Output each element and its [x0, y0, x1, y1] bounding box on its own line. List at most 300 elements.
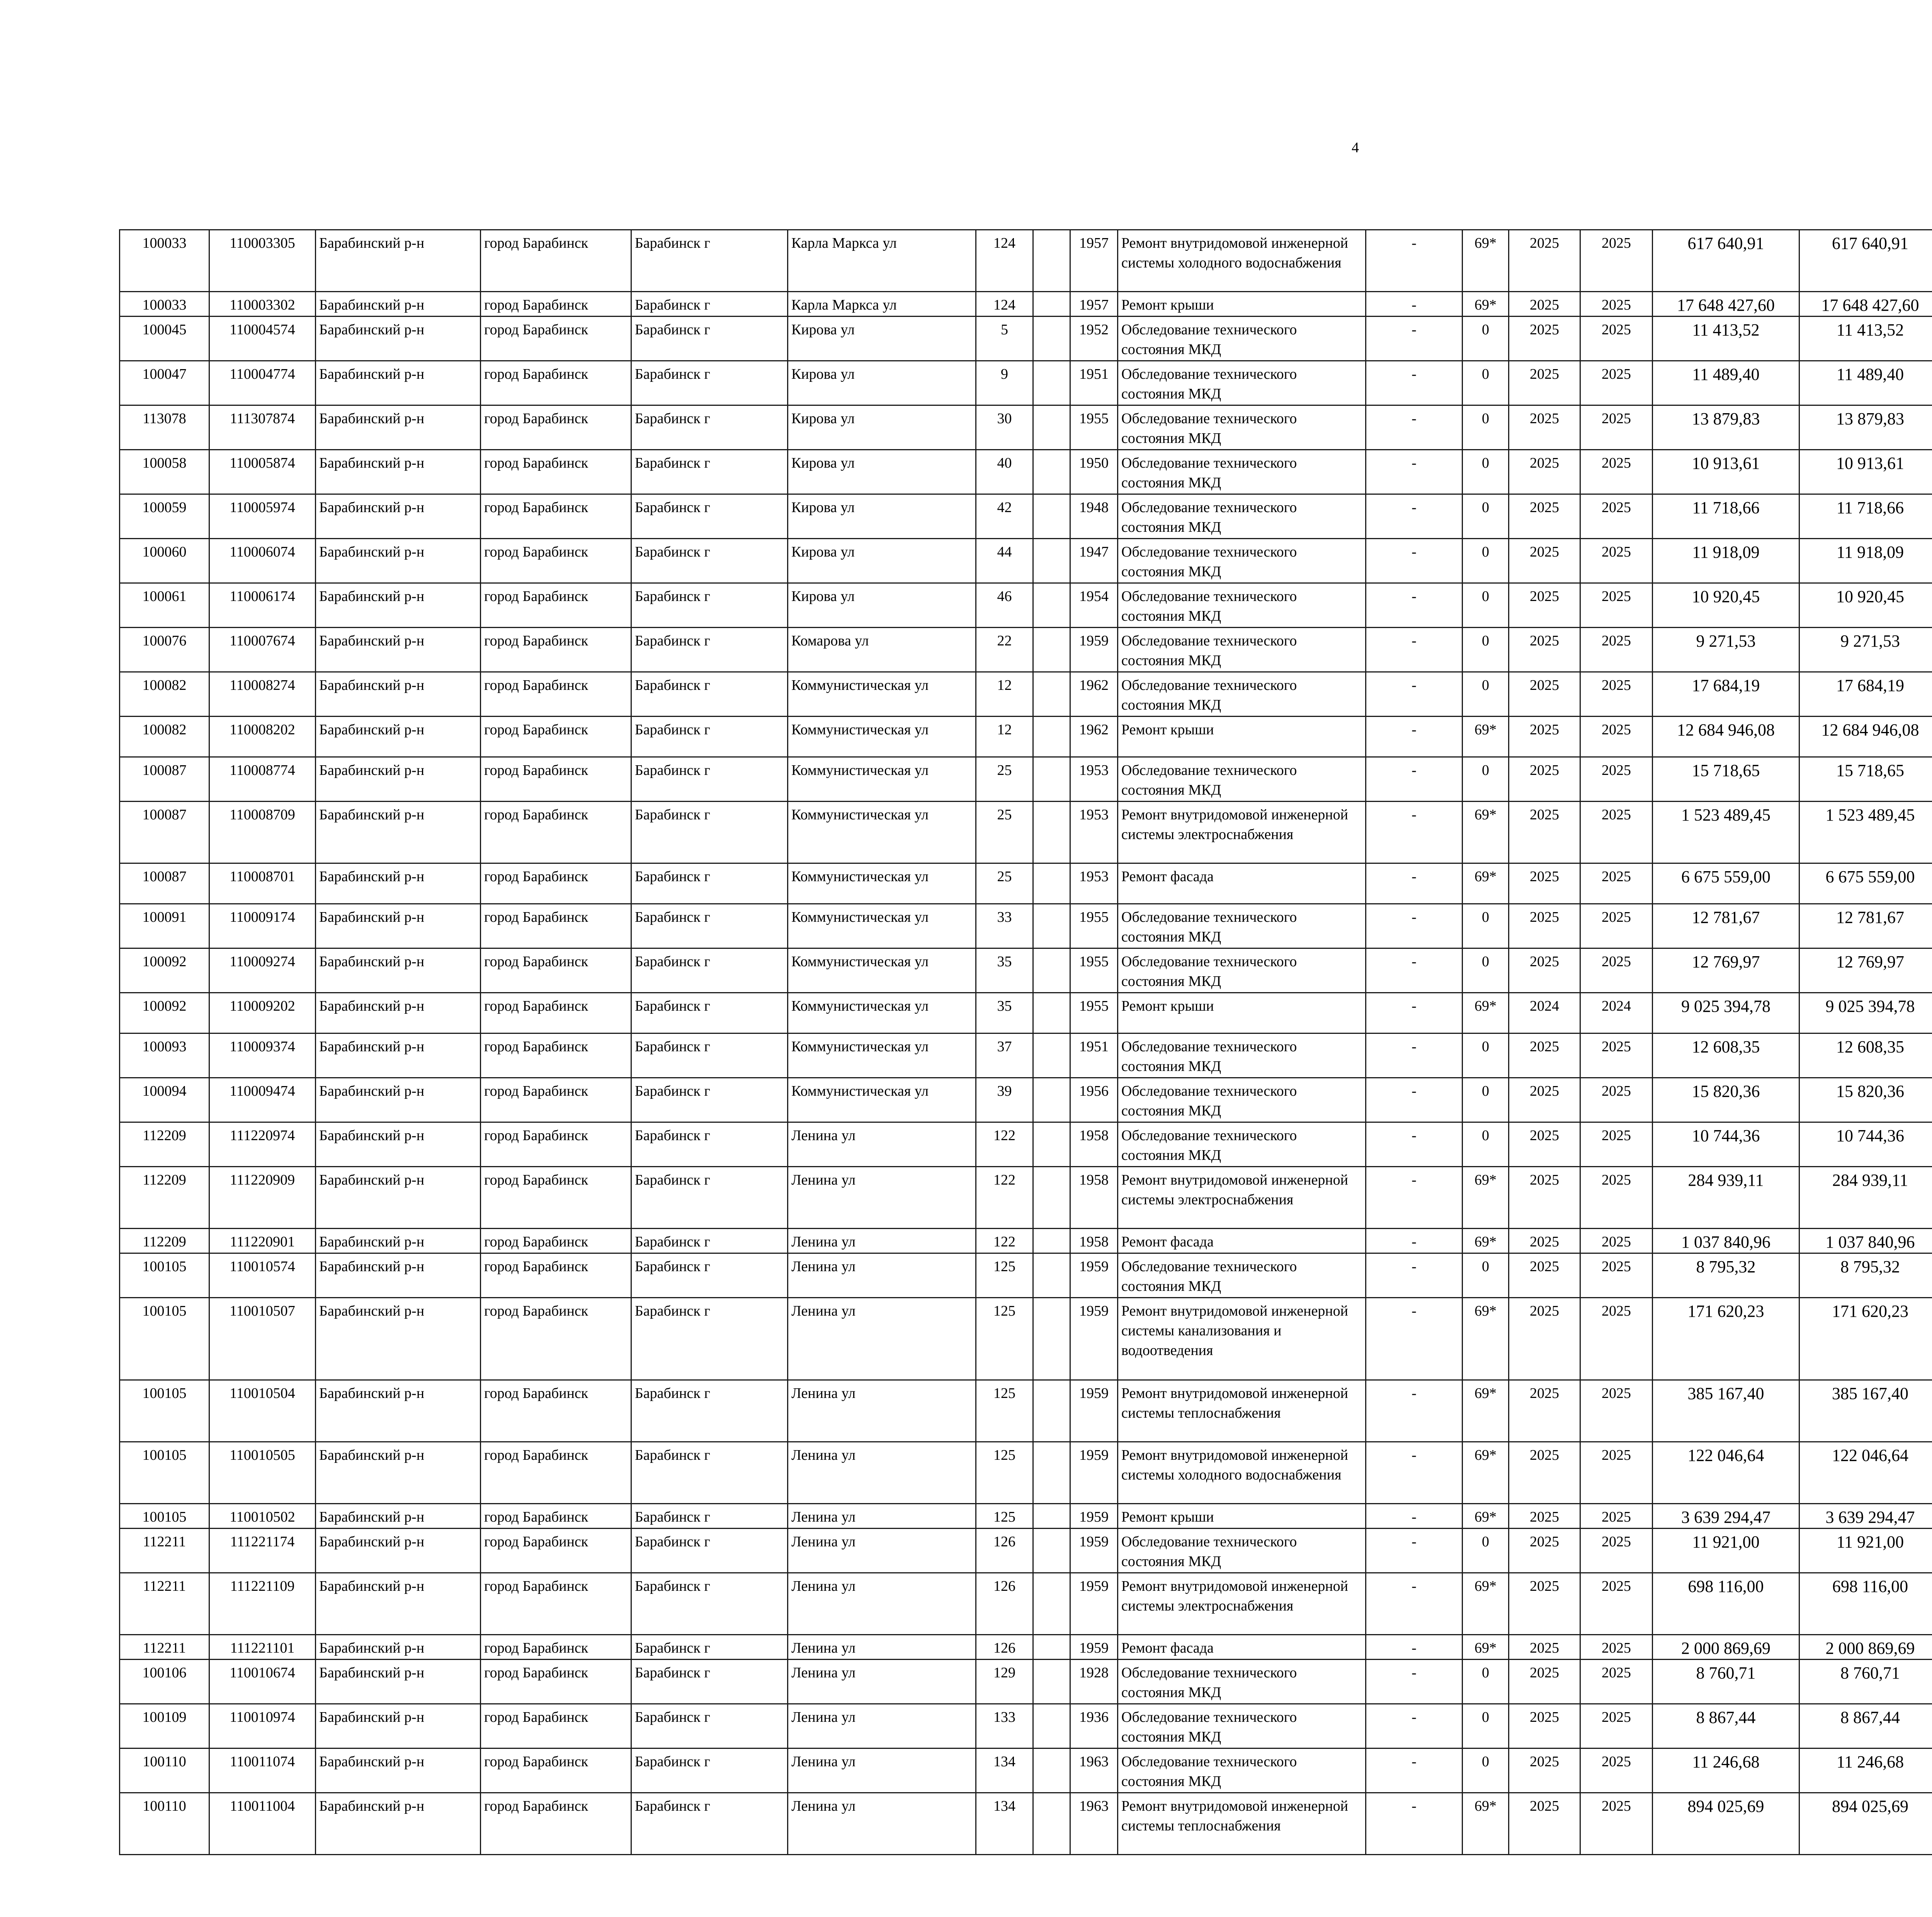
- cell-year-to: 2025: [1580, 1660, 1653, 1704]
- cell-year-from: 2025: [1509, 672, 1580, 717]
- cell-house-number: 30: [976, 405, 1033, 450]
- cell-district: Барабинский р-н: [316, 450, 481, 494]
- cell-year-to: 2025: [1580, 948, 1653, 993]
- cell-district: Барабинский р-н: [316, 539, 481, 583]
- table-row: [120, 1253, 1932, 1298]
- table-body: [120, 230, 1932, 1855]
- repair-program-table: [119, 229, 1932, 1855]
- table-row: [120, 1529, 1932, 1573]
- cell-district: Барабинский р-н: [316, 1380, 481, 1442]
- cell-house-number: 125: [976, 1442, 1033, 1504]
- cell-build-year: 1954: [1070, 583, 1118, 628]
- cell-build-year: 1950: [1070, 450, 1118, 494]
- cell-building: [1033, 757, 1070, 802]
- cell-work-type: Обследование технического состояния МКД: [1118, 361, 1366, 405]
- table-row: [120, 583, 1932, 628]
- cell-building: [1033, 904, 1070, 948]
- cell-house-id: 100106: [120, 1660, 209, 1704]
- cell-house-id: 100061: [120, 583, 209, 628]
- cell-total-cost: 9 025 394,78: [1653, 993, 1799, 1033]
- cell-settlement: Барабинск г: [631, 450, 788, 494]
- cell-building: [1033, 1442, 1070, 1504]
- cell-street: Кирова ул: [788, 450, 976, 494]
- cell-street: Ленина ул: [788, 1229, 976, 1253]
- cell-settlement: Барабинск г: [631, 1704, 788, 1748]
- cell-term: 0: [1463, 904, 1509, 948]
- cell-house-number: 129: [976, 1660, 1033, 1704]
- cell-house-number: 37: [976, 1033, 1033, 1078]
- cell-year-to: 2025: [1580, 1122, 1653, 1167]
- cell-street: Коммунистическая ул: [788, 904, 976, 948]
- cell-district: Барабинский р-н: [316, 317, 481, 361]
- cell-house-id: 100093: [120, 1033, 209, 1078]
- cell-building: [1033, 450, 1070, 494]
- cell-district: Барабинский р-н: [316, 292, 481, 317]
- cell-municipality: город Барабинск: [481, 292, 631, 317]
- cell-district: Барабинский р-н: [316, 717, 481, 757]
- cell-house-id: 100082: [120, 717, 209, 757]
- cell-municipality: город Барабинск: [481, 717, 631, 757]
- cell-building: [1033, 717, 1070, 757]
- cell-dash: -: [1366, 802, 1463, 863]
- cell-build-year: 1958: [1070, 1167, 1118, 1229]
- table-row: [120, 539, 1932, 583]
- cell-total-cost: 11 921,00: [1653, 1529, 1799, 1573]
- cell-house-number: 134: [976, 1748, 1033, 1793]
- cell-district: Барабинский р-н: [316, 1660, 481, 1704]
- cell-street: Коммунистическая ул: [788, 757, 976, 802]
- cell-building: [1033, 1033, 1070, 1078]
- cell-dash: -: [1366, 717, 1463, 757]
- cell-settlement: Барабинск г: [631, 1635, 788, 1660]
- cell-house-number: 35: [976, 948, 1033, 993]
- cell-work-type: Обследование технического состояния МКД: [1118, 1033, 1366, 1078]
- cell-building: [1033, 1748, 1070, 1793]
- cell-total-cost: 13 879,83: [1653, 405, 1799, 450]
- cell-house-id: 100105: [120, 1504, 209, 1529]
- cell-house-number: 39: [976, 1078, 1033, 1122]
- cell-settlement: Барабинск г: [631, 1748, 788, 1793]
- cell-term: 69*: [1463, 1635, 1509, 1660]
- cell-municipality: город Барабинск: [481, 361, 631, 405]
- cell-work-code: 111221109: [209, 1573, 316, 1635]
- cell-district: Барабинский р-н: [316, 1078, 481, 1122]
- cell-street: Ленина ул: [788, 1573, 976, 1635]
- cell-street: Ленина ул: [788, 1704, 976, 1748]
- cell-building: [1033, 539, 1070, 583]
- cell-house-id: 100047: [120, 361, 209, 405]
- cell-build-year: 1951: [1070, 1033, 1118, 1078]
- cell-work-code: 110010507: [209, 1298, 316, 1380]
- table-row: [120, 1033, 1932, 1078]
- cell-house-number: 126: [976, 1573, 1033, 1635]
- cell-municipality: город Барабинск: [481, 1748, 631, 1793]
- cell-work-code: 110005874: [209, 450, 316, 494]
- cell-fund-cost: 3 639 294,47: [1799, 1504, 1932, 1529]
- cell-house-number: 122: [976, 1229, 1033, 1253]
- cell-year-from: 2025: [1509, 317, 1580, 361]
- cell-work-type: Ремонт крыши: [1118, 1504, 1366, 1529]
- cell-total-cost: 385 167,40: [1653, 1380, 1799, 1442]
- cell-municipality: город Барабинск: [481, 230, 631, 292]
- cell-work-code: 110008274: [209, 672, 316, 717]
- cell-year-from: 2025: [1509, 1529, 1580, 1573]
- cell-work-type: Обследование технического состояния МКД: [1118, 450, 1366, 494]
- cell-street: Ленина ул: [788, 1442, 976, 1504]
- cell-street: Ленина ул: [788, 1529, 976, 1573]
- cell-total-cost: 11 246,68: [1653, 1748, 1799, 1793]
- cell-total-cost: 17 648 427,60: [1653, 292, 1799, 317]
- cell-year-to: 2025: [1580, 583, 1653, 628]
- cell-year-to: 2025: [1580, 757, 1653, 802]
- cell-year-from: 2025: [1509, 717, 1580, 757]
- cell-municipality: город Барабинск: [481, 405, 631, 450]
- cell-house-number: 125: [976, 1380, 1033, 1442]
- cell-building: [1033, 628, 1070, 672]
- cell-term: 0: [1463, 1122, 1509, 1167]
- cell-total-cost: 17 684,19: [1653, 672, 1799, 717]
- cell-term: 0: [1463, 405, 1509, 450]
- cell-total-cost: 1 523 489,45: [1653, 802, 1799, 863]
- cell-municipality: город Барабинск: [481, 1442, 631, 1504]
- cell-street: Коммунистическая ул: [788, 1078, 976, 1122]
- cell-term: 0: [1463, 494, 1509, 539]
- cell-year-to: 2025: [1580, 1748, 1653, 1793]
- cell-municipality: город Барабинск: [481, 672, 631, 717]
- cell-municipality: город Барабинск: [481, 1167, 631, 1229]
- cell-settlement: Барабинск г: [631, 1253, 788, 1298]
- cell-settlement: Барабинск г: [631, 1660, 788, 1704]
- table-row: [120, 672, 1932, 717]
- cell-house-id: 100105: [120, 1298, 209, 1380]
- cell-term: 0: [1463, 1704, 1509, 1748]
- cell-term: 69*: [1463, 1380, 1509, 1442]
- cell-build-year: 1957: [1070, 230, 1118, 292]
- cell-term: 0: [1463, 1253, 1509, 1298]
- table-row: [120, 904, 1932, 948]
- cell-term: 69*: [1463, 1298, 1509, 1380]
- cell-build-year: 1951: [1070, 361, 1118, 405]
- cell-fund-cost: 9 271,53: [1799, 628, 1932, 672]
- cell-work-code: 110010674: [209, 1660, 316, 1704]
- table-row: [120, 948, 1932, 993]
- cell-work-code: 110010574: [209, 1253, 316, 1298]
- cell-street: Ленина ул: [788, 1298, 976, 1380]
- cell-house-number: 124: [976, 230, 1033, 292]
- table-row: [120, 230, 1932, 292]
- cell-year-to: 2025: [1580, 1380, 1653, 1442]
- cell-fund-cost: 8 760,71: [1799, 1660, 1932, 1704]
- cell-district: Барабинский р-н: [316, 1704, 481, 1748]
- cell-house-id: 100059: [120, 494, 209, 539]
- cell-municipality: город Барабинск: [481, 1253, 631, 1298]
- cell-district: Барабинский р-н: [316, 1122, 481, 1167]
- cell-work-code: 110006074: [209, 539, 316, 583]
- cell-building: [1033, 863, 1070, 904]
- cell-total-cost: 12 608,35: [1653, 1033, 1799, 1078]
- cell-house-number: 125: [976, 1253, 1033, 1298]
- cell-house-number: 9: [976, 361, 1033, 405]
- cell-settlement: Барабинск г: [631, 292, 788, 317]
- cell-work-code: 110008709: [209, 802, 316, 863]
- cell-build-year: 1958: [1070, 1122, 1118, 1167]
- cell-year-to: 2025: [1580, 863, 1653, 904]
- cell-settlement: Барабинск г: [631, 1504, 788, 1529]
- cell-fund-cost: 894 025,69: [1799, 1793, 1932, 1855]
- cell-dash: -: [1366, 1380, 1463, 1442]
- cell-total-cost: 12 781,67: [1653, 904, 1799, 948]
- cell-work-type: Ремонт внутридомовой инженерной системы теплоснабжения: [1118, 1793, 1366, 1855]
- cell-building: [1033, 1529, 1070, 1573]
- cell-total-cost: 10 920,45: [1653, 583, 1799, 628]
- cell-settlement: Барабинск г: [631, 1442, 788, 1504]
- cell-district: Барабинский р-н: [316, 1033, 481, 1078]
- cell-total-cost: 698 116,00: [1653, 1573, 1799, 1635]
- cell-district: Барабинский р-н: [316, 405, 481, 450]
- cell-house-number: 12: [976, 672, 1033, 717]
- cell-fund-cost: 10 920,45: [1799, 583, 1932, 628]
- cell-year-to: 2025: [1580, 1229, 1653, 1253]
- cell-dash: -: [1366, 1504, 1463, 1529]
- cell-settlement: Барабинск г: [631, 230, 788, 292]
- cell-district: Барабинский р-н: [316, 583, 481, 628]
- cell-term: 69*: [1463, 1504, 1509, 1529]
- cell-building: [1033, 802, 1070, 863]
- cell-year-to: 2025: [1580, 1793, 1653, 1855]
- cell-year-from: 2025: [1509, 361, 1580, 405]
- cell-settlement: Барабинск г: [631, 1229, 788, 1253]
- cell-house-number: 133: [976, 1704, 1033, 1748]
- cell-work-type: Обследование технического состояния МКД: [1118, 494, 1366, 539]
- cell-year-to: 2025: [1580, 628, 1653, 672]
- cell-municipality: город Барабинск: [481, 993, 631, 1033]
- cell-settlement: Барабинск г: [631, 628, 788, 672]
- cell-building: [1033, 230, 1070, 292]
- cell-year-from: 2025: [1509, 1078, 1580, 1122]
- cell-house-id: 100094: [120, 1078, 209, 1122]
- cell-work-type: Ремонт внутридомовой инженерной системы холодного водоснабжения: [1118, 1442, 1366, 1504]
- cell-settlement: Барабинск г: [631, 1122, 788, 1167]
- cell-building: [1033, 292, 1070, 317]
- cell-house-number: 46: [976, 583, 1033, 628]
- cell-house-number: 124: [976, 292, 1033, 317]
- cell-fund-cost: 11 718,66: [1799, 494, 1932, 539]
- cell-district: Барабинский р-н: [316, 1793, 481, 1855]
- cell-settlement: Барабинск г: [631, 1573, 788, 1635]
- cell-work-code: 110007674: [209, 628, 316, 672]
- cell-dash: -: [1366, 1253, 1463, 1298]
- cell-year-to: 2025: [1580, 292, 1653, 317]
- cell-year-from: 2025: [1509, 1660, 1580, 1704]
- cell-year-from: 2025: [1509, 583, 1580, 628]
- cell-building: [1033, 361, 1070, 405]
- cell-term: 69*: [1463, 802, 1509, 863]
- table-row: [120, 450, 1932, 494]
- cell-year-from: 2025: [1509, 1122, 1580, 1167]
- cell-work-type: Обследование технического состояния МКД: [1118, 1748, 1366, 1793]
- cell-house-number: 44: [976, 539, 1033, 583]
- cell-total-cost: 894 025,69: [1653, 1793, 1799, 1855]
- cell-total-cost: 122 046,64: [1653, 1442, 1799, 1504]
- cell-total-cost: 171 620,23: [1653, 1298, 1799, 1380]
- cell-dash: -: [1366, 494, 1463, 539]
- cell-year-from: 2025: [1509, 292, 1580, 317]
- cell-dash: -: [1366, 230, 1463, 292]
- cell-total-cost: 15 820,36: [1653, 1078, 1799, 1122]
- cell-dash: -: [1366, 292, 1463, 317]
- cell-term: 69*: [1463, 1442, 1509, 1504]
- cell-building: [1033, 1793, 1070, 1855]
- cell-total-cost: 11 489,40: [1653, 361, 1799, 405]
- cell-build-year: 1963: [1070, 1793, 1118, 1855]
- cell-year-from: 2025: [1509, 863, 1580, 904]
- cell-total-cost: 10 744,36: [1653, 1122, 1799, 1167]
- cell-year-to: 2025: [1580, 1167, 1653, 1229]
- table-row: [120, 494, 1932, 539]
- cell-building: [1033, 1078, 1070, 1122]
- cell-build-year: 1928: [1070, 1660, 1118, 1704]
- cell-settlement: Барабинск г: [631, 757, 788, 802]
- table-row: [120, 292, 1932, 317]
- cell-work-type: Ремонт крыши: [1118, 993, 1366, 1033]
- cell-fund-cost: 12 684 946,08: [1799, 717, 1932, 757]
- cell-build-year: 1955: [1070, 993, 1118, 1033]
- cell-work-type: Обследование технического состояния МКД: [1118, 539, 1366, 583]
- cell-house-id: 112209: [120, 1229, 209, 1253]
- cell-year-to: 2025: [1580, 230, 1653, 292]
- cell-street: Ленина ул: [788, 1504, 976, 1529]
- cell-work-code: 110003302: [209, 292, 316, 317]
- table-row: [120, 361, 1932, 405]
- cell-work-type: Обследование технического состояния МКД: [1118, 317, 1366, 361]
- cell-year-to: 2025: [1580, 405, 1653, 450]
- cell-settlement: Барабинск г: [631, 583, 788, 628]
- cell-fund-cost: 617 640,91: [1799, 230, 1932, 292]
- cell-fund-cost: 12 608,35: [1799, 1033, 1932, 1078]
- cell-house-number: 25: [976, 802, 1033, 863]
- table-row: [120, 1704, 1932, 1748]
- cell-municipality: город Барабинск: [481, 1573, 631, 1635]
- cell-municipality: город Барабинск: [481, 539, 631, 583]
- cell-fund-cost: 17 684,19: [1799, 672, 1932, 717]
- cell-work-type: Ремонт внутридомовой инженерной системы канализования и водоотведения: [1118, 1298, 1366, 1380]
- cell-term: 69*: [1463, 863, 1509, 904]
- cell-work-code: 110011074: [209, 1748, 316, 1793]
- cell-house-id: 112209: [120, 1167, 209, 1229]
- cell-build-year: 1959: [1070, 1380, 1118, 1442]
- cell-term: 69*: [1463, 1573, 1509, 1635]
- cell-work-type: Обследование технического состояния МКД: [1118, 757, 1366, 802]
- cell-year-from: 2025: [1509, 1793, 1580, 1855]
- cell-building: [1033, 672, 1070, 717]
- cell-street: Ленина ул: [788, 1253, 976, 1298]
- cell-fund-cost: 11 918,09: [1799, 539, 1932, 583]
- cell-district: Барабинский р-н: [316, 672, 481, 717]
- cell-street: Коммунистическая ул: [788, 672, 976, 717]
- cell-house-id: 100105: [120, 1380, 209, 1442]
- cell-house-id: 100110: [120, 1793, 209, 1855]
- cell-settlement: Барабинск г: [631, 1793, 788, 1855]
- cell-total-cost: 12 769,97: [1653, 948, 1799, 993]
- cell-work-code: 111220974: [209, 1122, 316, 1167]
- cell-total-cost: 12 684 946,08: [1653, 717, 1799, 757]
- cell-building: [1033, 494, 1070, 539]
- cell-work-type: Обследование технического состояния МКД: [1118, 1529, 1366, 1573]
- cell-work-type: Ремонт внутридомовой инженерной системы холодного водоснабжения: [1118, 230, 1366, 292]
- cell-total-cost: 11 718,66: [1653, 494, 1799, 539]
- cell-work-type: Обследование технического состояния МКД: [1118, 904, 1366, 948]
- cell-term: 69*: [1463, 292, 1509, 317]
- cell-district: Барабинский р-н: [316, 757, 481, 802]
- cell-work-code: 110010502: [209, 1504, 316, 1529]
- cell-street: Карла Маркса ул: [788, 230, 976, 292]
- cell-house-id: 100092: [120, 948, 209, 993]
- table-row: [120, 757, 1932, 802]
- cell-building: [1033, 583, 1070, 628]
- cell-street: Ленина ул: [788, 1167, 976, 1229]
- cell-year-to: 2025: [1580, 672, 1653, 717]
- cell-dash: -: [1366, 1229, 1463, 1253]
- cell-street: Ленина ул: [788, 1380, 976, 1442]
- cell-work-code: 110008774: [209, 757, 316, 802]
- cell-build-year: 1959: [1070, 1298, 1118, 1380]
- cell-term: 69*: [1463, 717, 1509, 757]
- cell-dash: -: [1366, 1793, 1463, 1855]
- cell-dash: -: [1366, 948, 1463, 993]
- cell-settlement: Барабинск г: [631, 539, 788, 583]
- cell-work-type: Обследование технического состояния МКД: [1118, 1660, 1366, 1704]
- cell-district: Барабинский р-н: [316, 1167, 481, 1229]
- cell-district: Барабинский р-н: [316, 1229, 481, 1253]
- cell-settlement: Барабинск г: [631, 717, 788, 757]
- cell-house-number: 35: [976, 993, 1033, 1033]
- cell-building: [1033, 1229, 1070, 1253]
- cell-build-year: 1957: [1070, 292, 1118, 317]
- cell-year-from: 2025: [1509, 494, 1580, 539]
- cell-house-number: 125: [976, 1504, 1033, 1529]
- cell-building: [1033, 1635, 1070, 1660]
- cell-street: Коммунистическая ул: [788, 1033, 976, 1078]
- cell-district: Барабинский р-н: [316, 1442, 481, 1504]
- cell-house-id: 100058: [120, 450, 209, 494]
- cell-district: Барабинский р-н: [316, 863, 481, 904]
- cell-work-code: 111307874: [209, 405, 316, 450]
- cell-municipality: город Барабинск: [481, 1380, 631, 1442]
- cell-settlement: Барабинск г: [631, 1298, 788, 1380]
- cell-house-number: 40: [976, 450, 1033, 494]
- cell-term: 0: [1463, 450, 1509, 494]
- cell-year-from: 2025: [1509, 539, 1580, 583]
- cell-year-to: 2025: [1580, 494, 1653, 539]
- cell-municipality: город Барабинск: [481, 1229, 631, 1253]
- cell-house-number: 5: [976, 317, 1033, 361]
- cell-district: Барабинский р-н: [316, 1529, 481, 1573]
- cell-build-year: 1952: [1070, 317, 1118, 361]
- cell-street: Ленина ул: [788, 1748, 976, 1793]
- cell-work-code: 111221101: [209, 1635, 316, 1660]
- cell-settlement: Барабинск г: [631, 1078, 788, 1122]
- cell-dash: -: [1366, 450, 1463, 494]
- table-row: [120, 717, 1932, 757]
- cell-municipality: город Барабинск: [481, 1033, 631, 1078]
- cell-year-to: 2025: [1580, 1504, 1653, 1529]
- cell-term: 0: [1463, 948, 1509, 993]
- table-row: [120, 802, 1932, 863]
- cell-dash: -: [1366, 405, 1463, 450]
- cell-work-type: Обследование технического состояния МКД: [1118, 1122, 1366, 1167]
- cell-dash: -: [1366, 1748, 1463, 1793]
- cell-settlement: Барабинск г: [631, 672, 788, 717]
